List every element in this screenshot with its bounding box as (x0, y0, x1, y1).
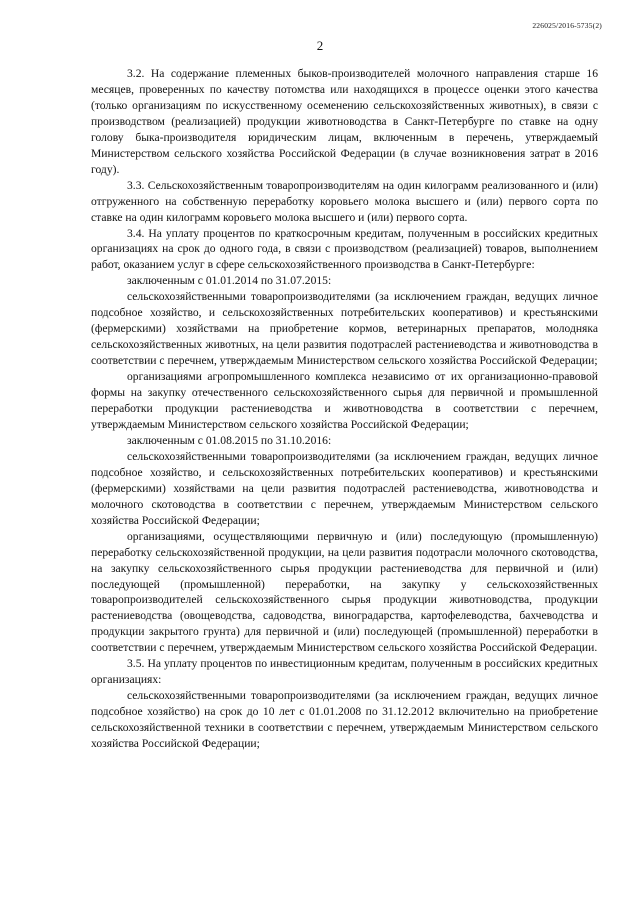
page-number: 2 (316, 38, 324, 53)
paragraph-agro-organizations-2014: организациями агропромышленного комплекса независимо от их организационно-правовой формы на закупку отечественного сельскохозяйственного сырья для первичной и промышленной переработки продукции растениеводства и животноводства в соответствии с перечнем, утверждаемым Министерством сельского хозяйства Российской Федерации; (91, 370, 598, 431)
paragraph-3-4: 3.4. На уплату процентов по краткосрочным кредитам, полученным в российских кредитных организациях на срок до одного года, в связи с производством (реализацией) товаров, выполнением работ, оказанием услуг в сфере сельскохозяйственного производства в Санкт-Петербурге: (91, 226, 598, 272)
paragraph-3-5: 3.5. На уплату процентов по инвестиционным кредитам, полученным в российских кредитных организациях: (91, 657, 598, 687)
paragraph-producers-2015: сельскохозяйственными товаропроизводителями (за исключением граждан, ведущих личное подсобное хозяйство, и сельскохозяйственных потребительских кооперативов) и крестьянскими (фермерскими) хозяйствами на цели развития подотраслей растениеводства, животноводства и молочного скотоводства в соответствии с перечнем, утверждаемым Министерством сельского хозяйства Российской Федерации; (91, 449, 598, 527)
paragraph-3-2: 3.2. На содержание племенных быков-производителей молочного направления старше 16 месяцев, проверенных по качеству потомства или находящихся в процессе оценки этого качества (только организациям по искусственному осеменению сельскохозяйственных животных), в связи с производством (реализацией) продукции животноводства в Санкт-Петербурге по ставке на одну голову быка-производителя юридическим лицам, включенным в перечень, утверждаемый Министерством сельского хозяйства Российской Федерации (в случае возникновения затрат в 2016 году). (91, 67, 598, 176)
paragraph-processing-organizations-2015: организациями, осуществляющими первичную и (или) последующую (промышленную) переработку сельскохозяйственной продукции, на цели развития подотрасли молочного скотоводства, на закупку сельскохозяйственного сырья продукции растениеводства для первичной и (или) последующей (промышленной) переработки, на закупку у сельскохозяйственных товаропроизводителей сельскохозяйственного сырья продукции животноводства, продукции растениеводства (овощеводства, садоводства, виноградарства, картофелеводства, бахчеводства и продукции закрытого грунта) для первичной и (или) последующей (промышленной) переработки в соответствии с перечнем, утверждаемым Министерством сельского хозяйства Российской Федерации. (91, 529, 598, 655)
paragraph-investment-producers: сельскохозяйственными товаропроизводителями (за исключением граждан, ведущих личное подсобное хозяйство) на срок до 10 лет с 01.01.2008 по 31.12.2012 включительно на приобретение сельскохозяйственной техники в соответствии с перечнем, утверждаемым Министерством сельского хозяйства Российской Федерации; (91, 689, 598, 751)
document-body (91, 66, 598, 752)
paragraph-3-3: 3.3. Сельскохозяйственным товаропроизводителям на один килограмм реализованного и (или) отгруженного на собственную переработку коровьего молока высшего и (или) первого сорта по ставке на один килограмм коровьего молока высшего и (или) первого сорта. (91, 178, 598, 224)
paragraph-period-2014-2015: заключенным с 01.01.2014 по 31.07.2015: (127, 274, 332, 288)
document-id: 226025/2016-5735(2) (532, 21, 602, 30)
paragraph-producers-2014: сельскохозяйственными товаропроизводителями (за исключением граждан, ведущих личное подсобное хозяйство, и сельскохозяйственных потребительских кооперативов) и крестьянскими (фермерскими) хозяйствами на приобретение кормов, ветеринарных препаратов, молодняка сельскохозяйственных животных, на цели развития подотраслей растениеводства и животноводства в соответствии с перечнем, утверждаемым Министерством сельского хозяйства Российской Федерации; (91, 290, 598, 368)
paragraph-period-2015-2016: заключенным с 01.08.2015 по 31.10.2016: (127, 433, 332, 447)
